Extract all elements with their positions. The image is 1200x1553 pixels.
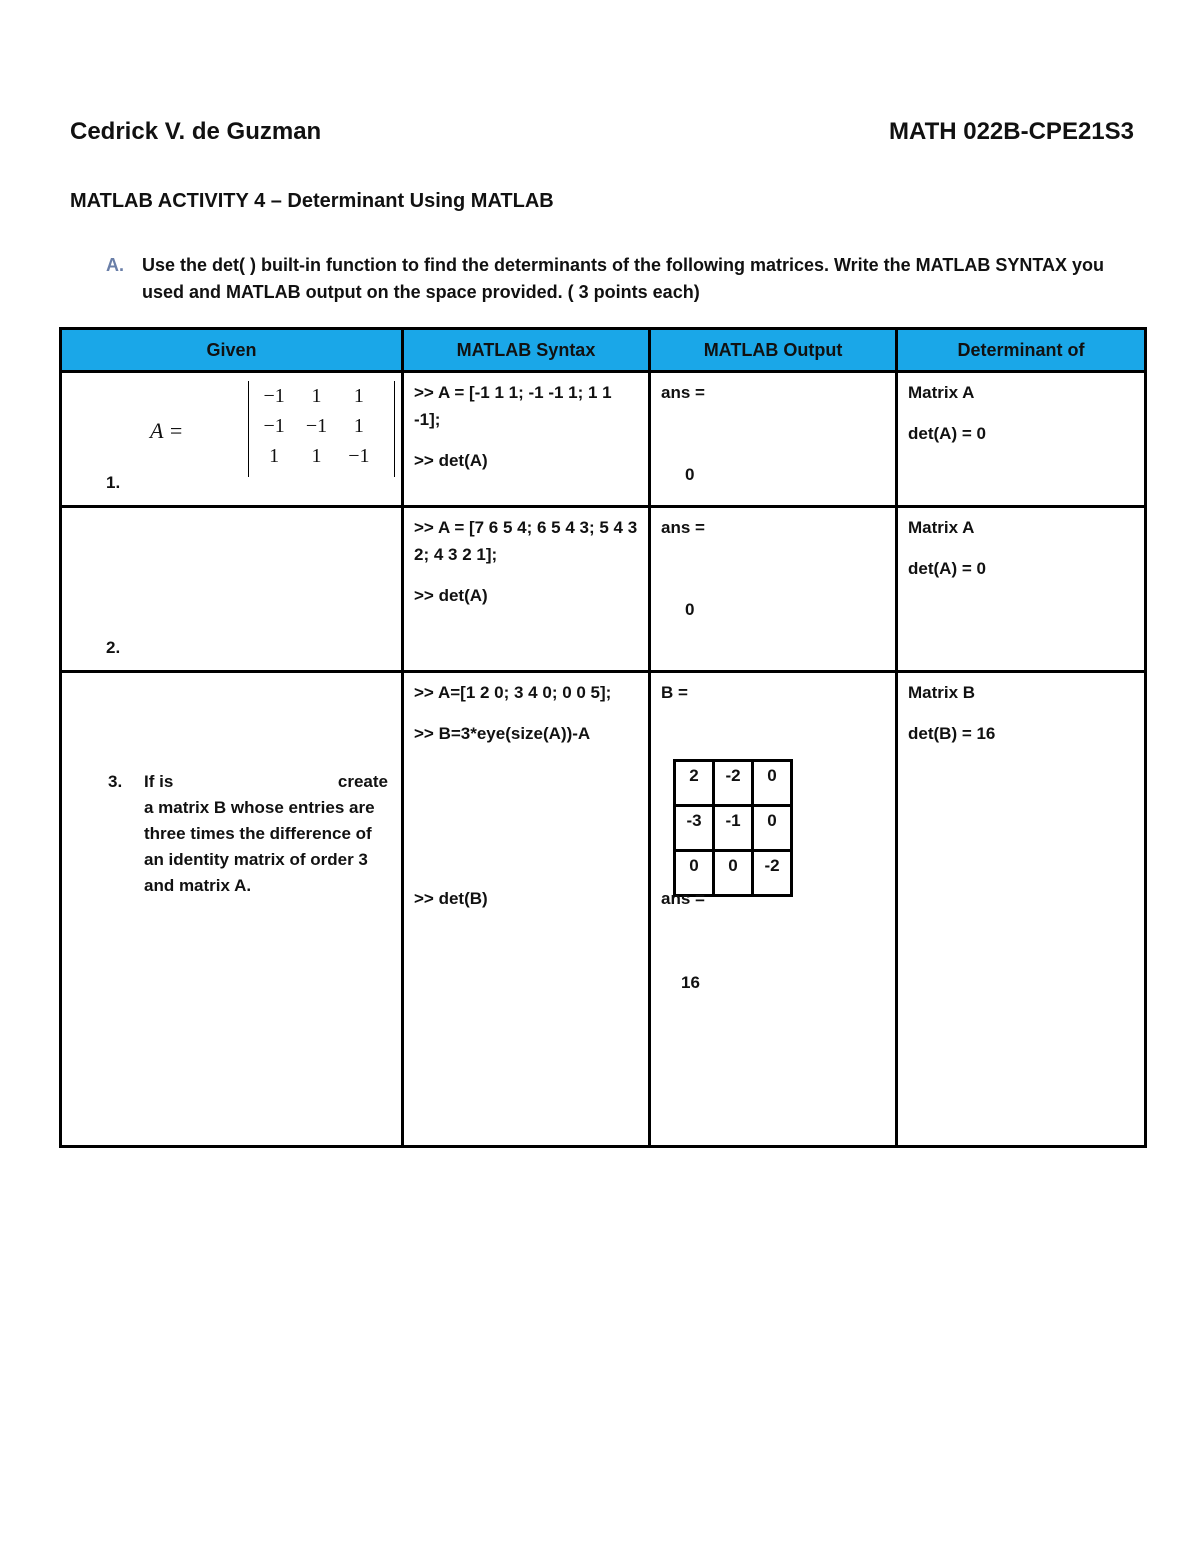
syntax-line: >> det(B): [414, 889, 488, 908]
matrix-entry: −1: [263, 415, 285, 437]
question-3-text: [108, 769, 388, 899]
syntax-line: >> det(A): [414, 451, 488, 470]
table-row: [61, 507, 1146, 672]
output-value: 0: [685, 465, 695, 484]
matrix-entry: 1: [353, 385, 364, 407]
determinant-label: Matrix A: [908, 518, 975, 537]
item-number: 1.: [106, 473, 121, 492]
matrix-entry: -2: [714, 761, 753, 806]
instructions-text: Use the det( ) built-in function to find the determinants of the following matrices. Write the MATLAB SYNTAX you used and MATLAB output on the space provided. ( 3 points each): [142, 255, 1104, 302]
matrix-entry: −1: [348, 445, 370, 467]
author-name: Cedrick V. de Guzman: [70, 118, 322, 145]
determinant-value: det(A) = 0: [908, 424, 986, 443]
header-determinant: Determinant of: [897, 329, 1146, 372]
question-create-word: create: [337, 772, 388, 791]
table-row: [61, 372, 1146, 507]
matrix-lhs: A =: [150, 418, 184, 443]
item-number: 2.: [106, 638, 121, 657]
determinant-cell: [897, 372, 1146, 507]
item-number: 3.: [108, 772, 123, 791]
instructions: [106, 252, 1126, 306]
header-given: Given: [61, 329, 403, 372]
determinant-cell: [897, 672, 1146, 1147]
determinant-cell: [897, 507, 1146, 672]
given-cell: [61, 507, 403, 672]
determinant-label: Matrix B: [908, 683, 976, 702]
matrix-entry: 2: [675, 761, 714, 806]
det-bar-right: [394, 381, 395, 477]
matrix-entry: 0: [714, 851, 753, 896]
given-cell: [61, 372, 403, 507]
output-cell: [650, 372, 897, 507]
output-label: ans =: [661, 889, 705, 908]
matrix-entry: 0: [753, 806, 792, 851]
matrix-entry: -2: [753, 851, 792, 896]
matrix-entry: 0: [753, 761, 792, 806]
matrix-entry: -3: [675, 806, 714, 851]
header-syntax: MATLAB Syntax: [403, 329, 650, 372]
given-matrix: [150, 379, 380, 479]
syntax-cell: [403, 672, 650, 1147]
output-label: ans =: [661, 383, 705, 402]
header-output: MATLAB Output: [650, 329, 897, 372]
matrix-entry: 0: [675, 851, 714, 896]
matrix-entry: 1: [311, 385, 322, 407]
question-body: a matrix B whose entries are three times the difference of an identity matrix of order 3 and matrix A.: [144, 798, 375, 895]
output-value: 16: [681, 973, 700, 992]
determinant-label: Matrix A: [908, 383, 975, 402]
matrix-entry: 1: [353, 415, 364, 437]
det-bar-left: [248, 381, 249, 477]
determinant-table: [59, 327, 1147, 1148]
syntax-line: >> det(A): [414, 586, 488, 605]
output-label: ans =: [661, 518, 705, 537]
table-row: [61, 672, 1146, 1147]
output-label: B =: [661, 683, 688, 702]
output-value: 0: [685, 600, 695, 619]
output-cell: [650, 672, 897, 1147]
output-cell: [650, 507, 897, 672]
syntax-line: >> A = [-1 1 1; -1 -1 1; 1 1 -1];: [414, 383, 612, 429]
matrix-entries: [253, 383, 380, 473]
syntax-line: >> A = [7 6 5 4; 6 5 4 3; 5 4 3 2; 4 3 2 1];: [414, 518, 638, 564]
course-code: MATH 022B-CPE21S3: [889, 118, 1134, 145]
matrix-entry: 1: [311, 445, 322, 467]
given-cell: [61, 672, 403, 1147]
activity-title: MATLAB ACTIVITY 4 – Determinant Using MATLAB: [70, 190, 554, 212]
output-matrix: [673, 759, 793, 897]
syntax-line: >> B=3*eye(size(A))-A: [414, 724, 591, 743]
instructions-letter: A.: [106, 255, 124, 275]
syntax-line: >> A=[1 2 0; 3 4 0; 0 0 5];: [414, 683, 612, 702]
matrix-entry: −1: [263, 385, 285, 407]
syntax-cell: [403, 372, 650, 507]
determinant-value: det(B) = 16: [908, 724, 996, 743]
question-lead: If is: [144, 772, 174, 791]
matrix-entry: −1: [305, 415, 328, 437]
determinant-value: det(A) = 0: [908, 559, 986, 578]
table-header-row: [61, 329, 1146, 372]
matrix-entry: 1: [269, 445, 280, 467]
syntax-cell: [403, 507, 650, 672]
matrix-entry: -1: [714, 806, 753, 851]
